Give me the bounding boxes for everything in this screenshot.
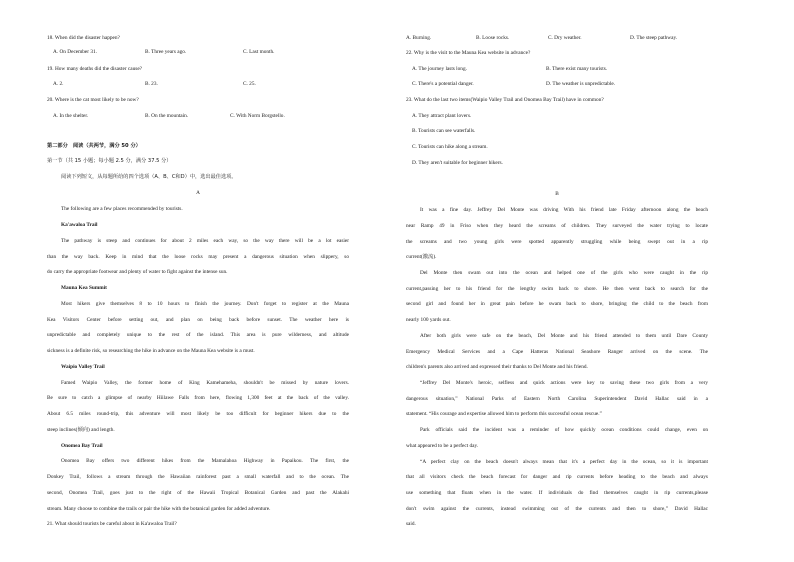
mauna-kea-line-1: Most hikers give themselves 8 to 10 hours to finish the journey. Don't forget to register at the Mauna: [61, 301, 349, 307]
b2-line-3: second girl and found her in great pain before he swam back to shore, bringing the child to the beach from: [406, 301, 708, 307]
q20-option-c: C. With Norm Borgstello.: [230, 113, 285, 119]
waipio-line-1: Famed Waipio Valley, the former home of King Kamehameha, shouldn't be missed by nature lovers.: [61, 380, 349, 386]
q18-options: [47, 49, 349, 56]
q18-option-b: B. Three years ago.: [145, 49, 187, 55]
onomea-line-4: stream. Many choose to combine the trails or pair the hike with the botanical garden for added adventure.: [47, 506, 271, 512]
b1-line-3: the screams and two young girls were spotted apparently struggling while being swept out in a rip: [406, 239, 708, 245]
passage-a-label: A: [196, 190, 200, 196]
mauna-kea-line-2: Kea Visitors Center before setting out, and plan on being back before sunset. The weather here is: [47, 317, 349, 323]
q20-option-b: B. On the mountain.: [145, 113, 189, 119]
part2-title: 第二部分 阅读（共两节，满分 50 分）: [47, 143, 141, 149]
q21-option-c: C. Dry weather.: [548, 35, 582, 41]
q21-option-b: B. Loose rocks.: [476, 35, 510, 41]
q22-stem: 22. Why is the visit to the Mauna Kea website in advance?: [406, 50, 531, 56]
b6-line-3: use something that floats when in the water. If individuals do find themselves caught in rip currents,please: [406, 490, 708, 496]
mauna-kea-line-3: unpredictable and completely unique to the rest of the island. This area is pure wilderness, and altitude: [47, 332, 349, 338]
q22-option-c: C. There's a potential danger.: [412, 81, 474, 87]
kaawaloa-line-3: do carry the appropriate footwear and plenty of water to fight against the intense sun.: [47, 269, 228, 275]
b1-line-1: It was a fine day. Jeffrey Del Monte was driving With his friend late Friday afternoon along the beach: [420, 207, 708, 213]
onomea-line-1: Onomea Bay offers two different hikes from the Mamalahoa Highway in Papaikou. The first, the: [61, 458, 349, 464]
q19-options: [47, 81, 349, 88]
q22-options-row1: [406, 66, 708, 73]
q21-option-d: D. The steep pathway.: [630, 35, 678, 41]
b4-line-1: “Jeffrey Del Monte's heroic, selfless and quick actions were key to saving these two girls from a very: [420, 380, 708, 386]
q20-option-a: A. In the shelter.: [53, 113, 89, 119]
b6-line-1: “A perfect clay on the beach doesn't always mean that it's a perfect day in the ocean, so it is important: [420, 459, 708, 465]
b1-line-2: near Ramp 49 in Friso when they heard the screams of children. They surveyed the water trying to locate: [406, 223, 708, 229]
b3-line-1: After both girls were safe on the beach, Del Monte and his friend attended to them until Dare County: [420, 333, 708, 339]
q20-options: [47, 113, 349, 120]
onomea-line-3: second, Onomea Trail, goes just to the right of the Hawaii Tropical Botanical Garden and past the Alakahi: [47, 490, 349, 496]
q18-option-c: C. Last month.: [243, 49, 275, 55]
q18-option-a: A. On December 31.: [53, 49, 97, 55]
b5-line-1: Park officials said the incident was a reminder of how quickly ocean conditions could change, even on: [420, 427, 708, 433]
q19-stem: 19. How many deaths did the disaster cause?: [47, 66, 143, 72]
q21-stem: 21. What should tourists be careful about in Ka'awaloa Trail?: [47, 521, 177, 527]
q19-option-a: A. 2.: [53, 81, 64, 87]
waipio-line-3: About 6.5 miles round-trip, this adventure will most likely be too difficult for beginner hikers due to the: [47, 411, 349, 417]
q22-options-row2: [406, 81, 708, 88]
q19-option-c: C. 25.: [243, 81, 256, 87]
reading-instruction: 阅读下列短文，从每题所给的四个选项（A、B、C和D）中，选出最佳选项。: [61, 174, 237, 180]
waipio-line-2: Be sure to catch a glimpse of nearby Hiilawe Falls from here, flowing 1,300 feet at the back of the valley.: [47, 395, 349, 401]
b4-line-2: dangerous situation,” National Parks of Eastern North Carolina Superintendent David Hallac said in a: [406, 396, 708, 402]
q19-option-b: B. 23.: [145, 81, 158, 87]
q23-option-b: B. Tourists can see waterfalls.: [412, 128, 476, 134]
q23-option-a: A. They attract plant lovers.: [412, 113, 472, 119]
b1-line-4: current(激流).: [406, 254, 437, 260]
passage-b-label: B: [555, 191, 559, 197]
b5-line-2: what appeared to be a perfect day.: [406, 443, 479, 449]
b3-line-2: Emergency Medical Services and a Cape Hatteras National Seashore Ranger arrived on the scene. The: [406, 349, 708, 355]
b3-line-3: children's parents also arrived and expressed their thanks to Del Monte and his friend.: [406, 364, 588, 370]
heading-onomea-bay-trail: Onomea Bay Trail: [61, 443, 103, 449]
q20-stem: 20. Where is the cat most likely to be now?: [47, 97, 139, 103]
heading-kaawaloa-trail: Ka'awaloa Trail: [61, 222, 98, 228]
b6-line-2: that all visitors check the beach forecast for danger and rip currents before heading to the beach and always: [406, 474, 708, 480]
q22-option-d: D. The weather is unpredictable.: [546, 81, 616, 87]
b2-line-4: nearly 100 yards out.: [406, 317, 451, 323]
q23-stem: 23. What do the last two items(Waipio Valley Trail and Onomea Bay Trail) have in common?: [406, 97, 604, 103]
mauna-kea-line-4: sickness is a definite risk, so researching the hike in advance on the Mauna Kea website is a must.: [47, 348, 255, 354]
onomea-line-2: Donkey Trail, follows a stream through the Hawaiian rainforest past a small waterfall and to the ocean. The: [47, 474, 349, 480]
section1-title: 第一节（共 15 小题；每小题 2.5 分，满分 37.5 分）: [47, 158, 172, 164]
q23-option-c: C. Tourists can hike along a stream.: [412, 144, 488, 150]
b2-line-1: Del Monte then swam out into the ocean and helped one of the girls who were caught in the rip: [420, 270, 708, 276]
b4-line-3: statement. “His courage and expertise allowed him to perform this successful ocean rescue.”: [406, 411, 602, 417]
b2-line-2: current,passing her to his friend for the lengthy swim back to shore. He then went back to search for the: [406, 286, 708, 292]
passage-a-intro: The following are a few places recommended by tourists.: [61, 206, 183, 212]
b6-line-4: don't swim against the currents, instead swimming out of the currents and then to shore,” David Hallac: [406, 506, 708, 512]
q22-option-a: A. The journey lasts long.: [412, 66, 467, 72]
kaawaloa-line-2: than the way back. Keep in mind that the loose rocks may present a dangerous situation when slippery, so: [47, 254, 349, 260]
kaawaloa-line-1: The pathway is steep and continues for about 2 miles each way, so the way there will be a lot easier: [61, 238, 349, 244]
waipio-line-4: steep inclines(倾向) and length.: [47, 427, 115, 433]
heading-waipio-valley-trail: Waipio Valley Trail: [61, 364, 105, 370]
q23-option-d: D. They aren't suitable for beginner hikers.: [412, 160, 503, 166]
q21-option-a: A. Burning.: [406, 35, 432, 41]
q21-options: [406, 35, 708, 42]
q18-stem: 18. When did the disaster happen?: [47, 35, 120, 41]
heading-mauna-kea-summit: Mauna Kea Summit: [61, 285, 107, 291]
b6-line-5: said.: [406, 521, 416, 527]
q22-option-b: B. There exist many tourists.: [546, 66, 608, 72]
